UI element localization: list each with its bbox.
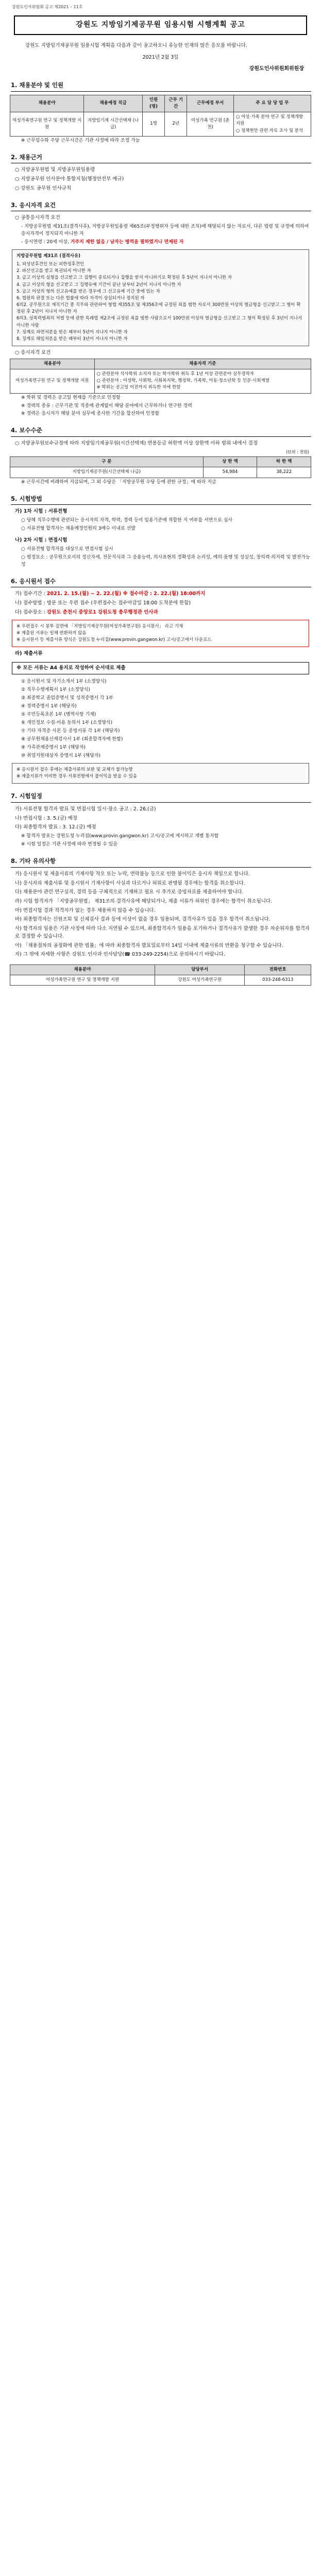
document-item: ⑩ 취업지원대상자 증명서 1부 (해당자): [21, 753, 100, 758]
section-schedule-title: 7. 시험일정: [11, 792, 311, 803]
disqualification-box: [12, 249, 309, 346]
contact-table: [10, 964, 311, 986]
table-header-row: [10, 965, 311, 975]
table-cell: 54,984: [203, 467, 257, 478]
field-label: 나) 접수방법 :: [15, 600, 45, 606]
list-item-text: 서류전형 합격자를 대상으로 면접시험 실시: [26, 546, 113, 552]
caution-item: 아) 「채용절차의 공정화에 관한 법률」에 따라 최종합격자 발표일로부터 14일 이내에 제출서류의 반환을 청구할 수 있습니다.: [15, 942, 283, 948]
table-header-cell: 하 한 액: [257, 457, 311, 467]
caution-item: 가) 응시원서 및 제출서류의 기재사항 착오 또는 누락, 연락불능 등으로 인한 불이익은 응시자 책임으로 합니다.: [15, 871, 250, 877]
list-item-text: 서류전형 합격자는 채용예정인원의 3배수 이내로 선발: [26, 526, 136, 532]
list-item: ○ 지방공무원 인사분야 통합지침(행정안전부 예규): [15, 176, 124, 182]
note-line: ※ 시험 일정은 기관 사정에 따라 변경될 수 있음: [21, 842, 117, 848]
recruitment-table: [10, 95, 311, 137]
section-application-title: 6. 응시원서 접수: [11, 577, 311, 588]
notice-number: 강원도인사위원회 공고 제2021 – 11호: [12, 5, 83, 9]
field-label: 가) 접수기간 :: [15, 591, 45, 597]
list-item-text: 응시연령 : 20세 이상: [24, 240, 68, 245]
schedule-item: 나) 면접시험 : 3. 5.(금) 예정: [15, 815, 77, 821]
list-item: ○ 서류전형 합격자를 대상으로 면접시험 실시: [21, 546, 113, 552]
documents-notice: ※ 모든 서류는 A4 용지로 작성하여 순서대로 제출: [12, 662, 309, 675]
schedule-item: 가) 서류전형 합격자 발표 및 면접시험 일시·장소 공고 : 2. 26.(금): [15, 806, 156, 812]
intro-text: 강원도 지방임기제공무원 임용시험 계획을 다음과 같이 공고하오니 유능한 인재의 많은 응모를 바랍니다.: [25, 43, 247, 49]
field-value: 강원도 춘천시 중앙로1 강원도청 총무행정관 인사과: [46, 609, 158, 615]
document-item: ③ 최종학교 졸업증명서 및 성적증명서 각 1부: [21, 696, 113, 701]
list-item-text: 평정요소 : 공무원으로서의 정신자세, 전문지식과 그 응용능력, 의사표현의 정확성과 논리성, 예의·품행 및 성실성, 창의력·의지력 및 발전가능성: [21, 554, 310, 567]
list-item-text: 지방공무원법 제31조(결격사유), 지방공무원임용령 제65조(부정행위자 등에 대한 조치)에 해당되지 않는 자로서, 다른 법령 및 규정에 의하여 응시자격이 정지되지 아니한 자: [21, 224, 309, 237]
table-cell: ○ 관련분야 석사학위 소지자 또는 학사학위 취득 후 1년 이상 관련분야 실무경력자 ○ 관련분야 : 여성학, 사회학, 사회복지학, 행정학, 가족학, 아동·청소년학 등 인문·사회계열 ※ 학위는 공고일 이전까지 취득한 자에 한함: [94, 369, 311, 394]
box-line: 2. 파산선고를 받고 복권되지 아니한 자: [16, 268, 91, 274]
field-label: 다) 접수장소 :: [15, 609, 45, 615]
field-value: 방문 또는 우편 접수 (우편접수는 접수마감일 18:00 도착분에 한함): [46, 600, 191, 606]
table-header-cell: 채용예정 직급: [84, 95, 143, 112]
table-cell: 여성가족연구원 연구 및 정책개발 지원: [10, 975, 155, 986]
document-item: ⑨ 가족관계증명서 1부 (해당자): [21, 744, 86, 750]
table-cell: 1명: [142, 112, 164, 137]
salary-unit: (단위 : 천원): [286, 449, 309, 454]
table-header-cell: 담당부서: [155, 965, 244, 975]
table-header-cell: 인원 (명): [142, 95, 164, 112]
note-line: ※ 근무시간에 비례하여 지급되며, 그 외 수당은 「지방공무원 수당 등에 관한 규정」에 따라 지급: [21, 479, 216, 485]
section-recruitment-title: 1. 채용분야 및 인원: [11, 81, 311, 92]
notice-date: 2021년 2월 3일: [142, 54, 179, 60]
list-item: ○ 공통응시자격 요건: [15, 215, 60, 221]
section-salary-title: 4. 보수수준: [11, 426, 311, 437]
table-cell: 강원도 여성가족연구원: [155, 975, 244, 986]
table-row: [10, 112, 311, 137]
list-item-text: 공통응시자격 요건: [21, 215, 60, 221]
box-line: ※ 우편접수 시 봉투 겉면에 「지방임기제공무원(여성가족연구원) 응시원서」 라고 기재: [16, 623, 183, 629]
box-line: 5. 금고 이상의 형의 선고유예를 받은 경우에 그 선고유예 기간 중에 있는 자: [16, 289, 160, 294]
page-title: 강원도 지방임기제공무원 임용시험 시행계획 공고: [14, 15, 307, 35]
table-header-cell: 채용분야: [10, 95, 84, 112]
exam-step-1-title: 가) 1차 시험 : 서류전형: [15, 509, 67, 515]
table-cell: 지방임기제 시간선택제 (나급): [84, 112, 143, 137]
caution-item: 라) 시험 합격자가 「지방공무원법」 제31조의 결격사유에 해당되거나, 제출 서류가 허위인 경우에는 합격이 취소됩니다.: [15, 898, 273, 904]
section-basis-title: 2. 채용근거: [11, 153, 311, 164]
document-item: ⑧ 공무원채용신체검사서 1부 (최종합격자에 한함): [21, 737, 123, 742]
salary-table: [10, 456, 311, 478]
table-header-row: [10, 95, 311, 112]
box-line: 8. 징계로 해임처분을 받은 때부터 3년이 지나지 아니한 자: [16, 336, 128, 342]
list-item: ○ 당해 직무수행에 관련되는 응시자의 자격, 학력, 경력 등이 임용기준에 적합한 지 여부를 서면으로 심사: [21, 518, 233, 523]
section-notes-title: 8. 기타 유의사항: [11, 857, 311, 868]
application-method: [15, 600, 311, 607]
list-item: ○ 서류전형 합격자는 채용예정인원의 3배수 이내로 선발: [21, 526, 136, 532]
table-header-row: [10, 457, 311, 467]
list-item: ○ 지방공무원보수규정에 따라 지방임기제공무원(시간선택제) 연봉등급 하한액 이상 상한액 이하 범위 내에서 결정: [15, 440, 258, 447]
box-line: ※ 제출된 서류는 일체 반환하지 않음: [16, 630, 87, 636]
note-line: ※ 학위 및 경력은 공고일 현재를 기준으로 인정함: [21, 395, 121, 400]
document-item: ① 응시원서 및 자기소개서 1부 (소정양식): [21, 679, 107, 685]
box-line: 3. 금고 이상의 실형을 선고받고 그 집행이 종료되거나 집행을 받지 아니하기로 확정된 후 5년이 지나지 아니한 자: [16, 275, 232, 281]
document-item: ⑦ 기타 자격증 사본 등 증빙서류 각 1부 (해당자): [21, 728, 120, 734]
table-row: [10, 467, 311, 478]
list-item: - 응시연령 : 20세 이상, 거주지 제한 없음 / 남자는 병역을 필하였거나 면제된 자: [21, 240, 184, 245]
list-item: ○ 지방공무원법 및 지방공무원임용령: [15, 167, 95, 173]
note-line: ※ 경력의 종류 : 근무기관 및 직종에 관계없이 해당 분야에서 근무하거나 연구한 경력: [21, 403, 192, 409]
table-header-cell: 근무 기간: [165, 95, 187, 112]
caution-item: 자) 그 밖에 자세한 사항은 강원도 인사과 인사담당(☎ 033-249-2254)으로 문의하시기 바랍니다.: [15, 952, 225, 958]
document-item: ⑥ 개인정보 수집·이용 동의서 1부 (소정양식): [21, 720, 113, 726]
box-line: 7. 징계로 파면처분을 받은 때부터 5년이 지나지 아니한 자: [16, 329, 128, 335]
document-item: ④ 경력증명서 1부 (해당자): [21, 704, 77, 709]
table-cell: 38,222: [257, 467, 311, 478]
box-line: ※ 응시원서 접수 후에는 제출서류의 보완 및 교체가 불가능함: [16, 767, 133, 772]
eligibility-highlight: 거주지 제한 없음 / 남자는 병역을 필하였거나 면제된 자: [70, 240, 184, 245]
qualification-table: [10, 359, 311, 394]
table-header-cell: 근무예정 부서: [187, 95, 234, 112]
list-item-text: 지방공무원보수규정에 따라 지방임기제공무원(시간선택제) 연봉등급 하한액 이상 상한액 이하 범위 내에서 결정: [21, 440, 258, 447]
box-title: 지방공무원법 제31조 (결격사유): [16, 253, 81, 259]
list-item: ○ 응시자격 요건: [15, 350, 51, 356]
table-cell: 033-248-6313: [245, 975, 311, 986]
table-header-cell: 주 요 담 당 업 무: [233, 95, 311, 112]
document-item: ⑤ 주민등록초본 1부 (병역사항 기재): [21, 712, 96, 718]
table-header-cell: 채용분야: [10, 965, 155, 975]
recruitment-note: ※ 근무일수와 주당 근무시간은 기관 사정에 따라 조정 가능: [21, 138, 140, 143]
document-item: ② 직무수행계획서 1부 (소정양식): [21, 687, 90, 693]
section-eligibility-title: 3. 응시자격 요건: [11, 201, 311, 212]
table-cell: 지방임기제공무원(시간선택제 나급): [10, 467, 204, 478]
table-cell: 여성가족연구원 연구 및 정책개발 지원: [10, 112, 84, 137]
list-item-text: 지방공무원법 및 지방공무원임용령: [21, 167, 95, 173]
table-header-cell: 상 한 액: [203, 457, 257, 467]
documents-warning-box: [12, 763, 309, 784]
application-place: [15, 609, 311, 617]
table-header-cell: 구 분: [10, 457, 204, 467]
box-line: ※ 제출서류가 미비한 경우 서류전형에서 불이익을 받을 수 있음: [16, 774, 138, 779]
table-header-row: [10, 359, 311, 369]
field-value: 2021. 2. 15.(월) ~ 2. 22.(월) ※ 접수마감 : 2. 22.(월) 18:00까지: [46, 591, 206, 597]
caution-item: 바) 최종합격자는 신원조회 및 신체검사 결과 등에 이상이 없을 경우 임용되며, 결격사유가 있을 경우 합격이 취소됩니다.: [15, 917, 271, 923]
box-line: ※ 응시원서 등 제출서류 양식은 강원도청 누리집(www.provin.gangwon.kr) 고시/공고에서 다운로드: [16, 637, 212, 642]
box-line: 6. 법원의 판결 또는 다른 법률에 따라 자격이 상실되거나 정지된 자: [16, 295, 145, 301]
issuing-organization: 강원도인사위원회위원장: [249, 65, 304, 72]
box-line: 1. 피성년후견인 또는 피한정후견인: [16, 262, 85, 267]
table-cell: 여성가족 연구원 (춘천): [187, 112, 234, 137]
list-item-text: 당해 직무수행에 관련되는 응시자의 자격, 학력, 경력 등이 임용기준에 적합한 지 여부를 서면으로 심사: [26, 518, 233, 523]
list-item-text: 지방공무원 인사분야 통합지침(행정안전부 예규): [21, 176, 124, 182]
schedule-item: 다) 최종합격자 발표 : 3. 12.(금) 예정: [15, 824, 96, 831]
box-line: 4. 금고 이상의 형을 선고받고 그 집행유예 기간이 끝난 날부터 2년이 지나지 아니한 자: [16, 282, 181, 287]
notice-page: [10, 0, 311, 996]
table-header-cell: 채용분야: [10, 359, 95, 369]
caution-item: 다) 채용분야 관련 연구실적, 경력 등을 구체적으로 기재하고 필요 시 추가로 증빙자료를 제출하여야 합니다.: [15, 889, 244, 895]
box-line: 6의2. 공무원으로 재직기간 중 직무와 관련하여 형법 제355조 및 제356조에 규정된 죄를 범한 자로서 300만원 이상의 벌금형을 선고받고 그 형이 확정된 후 2년이 지나지 아니한 자: [16, 302, 301, 315]
list-item: - 지방공무원법 제31조(결격사유), 지방공무원임용령 제65조(부정행위자 등에 대한 조치)에 해당되지 않는 자로서, 다른 법령 및 규정에 의하여 응시자격이 정지되지 아니한 자: [21, 224, 309, 237]
application-notice-box: [12, 620, 309, 648]
table-cell: 2년: [165, 112, 187, 137]
application-period: [15, 590, 311, 598]
caution-item: 마) 면접시험 결과 적격자가 없는 경우 채용하지 않을 수 있습니다.: [15, 907, 156, 913]
list-item-text: 응시자격 요건: [21, 350, 51, 356]
caution-item: 나) 응시자의 제출서류 및 응시원서 기재사항이 사실과 다르거나 허위로 판명될 경우에는 합격을 취소합니다.: [15, 880, 245, 886]
table-cell: 여성가족연구원 연구 및 정책개발 지원: [10, 369, 95, 394]
table-row: [10, 369, 311, 394]
note-line: ※ 합격자 발표는 강원도청 누리집(www.provin.gangwon.kr) 고시/공고에 게시하고 개별 통지함: [21, 834, 219, 839]
list-item: ○ 평정요소 : 공무원으로서의 정신자세, 전문지식과 그 응용능력, 의사표현의 정확성과 논리성, 예의·품행 및 성실성, 창의력·의지력 및 발전가능성: [21, 554, 310, 567]
section-exam-method-title: 5. 시험방법: [11, 495, 311, 505]
exam-step-2-title: 나) 2차 시험 : 면접시험: [15, 537, 67, 543]
list-item: ○ 강원도 공무원 인사규칙: [15, 185, 72, 191]
note-line: ※ 경력은 응시자가 해당 분야 실무에 종사한 기간을 합산하여 인정함: [21, 411, 160, 417]
list-item-text: 강원도 공무원 인사규칙: [21, 185, 72, 191]
table-header-cell: 채용자격 기준: [94, 359, 311, 369]
documents-title: 라) 제출서류: [15, 651, 43, 657]
table-header-cell: 전화번호: [245, 965, 311, 975]
box-line: 6의3. 성폭력범죄의 처벌 등에 관한 특례법 제2조에 규정된 죄를 범한 사람으로서 100만원 이상의 벌금형을 선고받고 그 형이 확정된 후 3년이 지나지 아니한 사람: [16, 316, 302, 328]
table-row: [10, 975, 311, 986]
caution-item: 사) 합격자의 임용은 기관 사정에 따라 다소 지연될 수 있으며, 최종합격자가 임용을 포기하거나 결격사유가 발생한 경우 차순위자를 합격자로 결정할 수 있습니다.: [15, 926, 310, 939]
table-cell: ○ 여성·가족 분야 연구 및 정책개발 지원 ○ 정책현안 관련 자료 조사 및 분석: [233, 112, 311, 137]
